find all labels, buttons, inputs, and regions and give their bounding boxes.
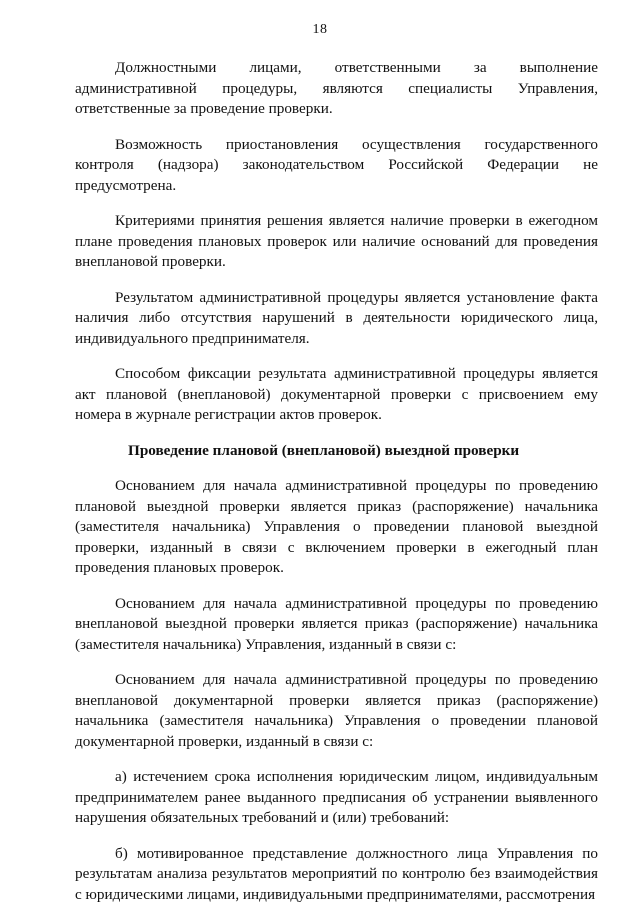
page-number: 18 bbox=[312, 22, 328, 37]
paragraph-result-recording: Способом фиксации результата административной процедуры является акт плановой (внеплановой) документарной проверки с присвоением ему номера в журнале регистрации актов проверок. bbox=[75, 365, 598, 423]
paragraph-planned-onsite-basis: Основанием для начала административной процедуры по проведению плановой выездной проверки является приказ (распоряжение) начальника (заместителя начальника) Управления о проведении плановой выездной проверки, изданный в связи с включением проверки в ежегодный план проведения плановых проверок. bbox=[75, 477, 598, 576]
document-body bbox=[75, 58, 598, 920]
paragraph-unplanned-onsite-basis: Основанием для начала административной процедуры по проведению внеплановой выездной проверки является приказ (распоряжение) начальника (заместителя начальника) Управления, изданный в связи с: bbox=[75, 594, 598, 653]
paragraph-decision-criteria: Критериями принятия решения является наличие проверки в ежегодном плане проведения плановых проверок или наличие оснований для проведения внеплановой проверки. bbox=[75, 212, 598, 270]
paragraph-unplanned-documentary-basis: Основанием для начала административной процедуры по проведению внеплановой документарной проверки является приказ (распоряжение) начальника (заместителя начальника) Управления о проведении плановой документарной проверки, изданный в связи с: bbox=[75, 671, 598, 750]
paragraph-suspension-possibility: Возможность приостановления осуществления государственного контроля (надзора) законодательством Российской Федерации не предусмотрена. bbox=[75, 135, 598, 194]
section-heading: Проведение плановой (внеплановой) выездной проверки bbox=[128, 441, 520, 459]
paragraph-procedure-result: Результатом административной процедуры является установление факта наличия либо отсутствия нарушений в деятельности юридического лица, индивидуального предпринимателя. bbox=[75, 288, 598, 347]
list-item-b: б) мотивированное представление должностного лица Управления по результатам анализа результатов мероприятий по контролю без взаимодействия с юридическими лицами, индивидуальными предпринимателями, рассмотрения bbox=[75, 844, 598, 903]
paragraph-responsible-officials: Должностными лицами, ответственными за выполнение административной процедуры, являются специалисты Управления, ответственные за проведение проверки. bbox=[75, 59, 598, 117]
list-item-a: а) истечением срока исполнения юридическим лицом, индивидуальным предпринимателем ранее выданного предписания об устранении выявленного нарушения обязательных требований и (или) требований: bbox=[75, 768, 598, 826]
